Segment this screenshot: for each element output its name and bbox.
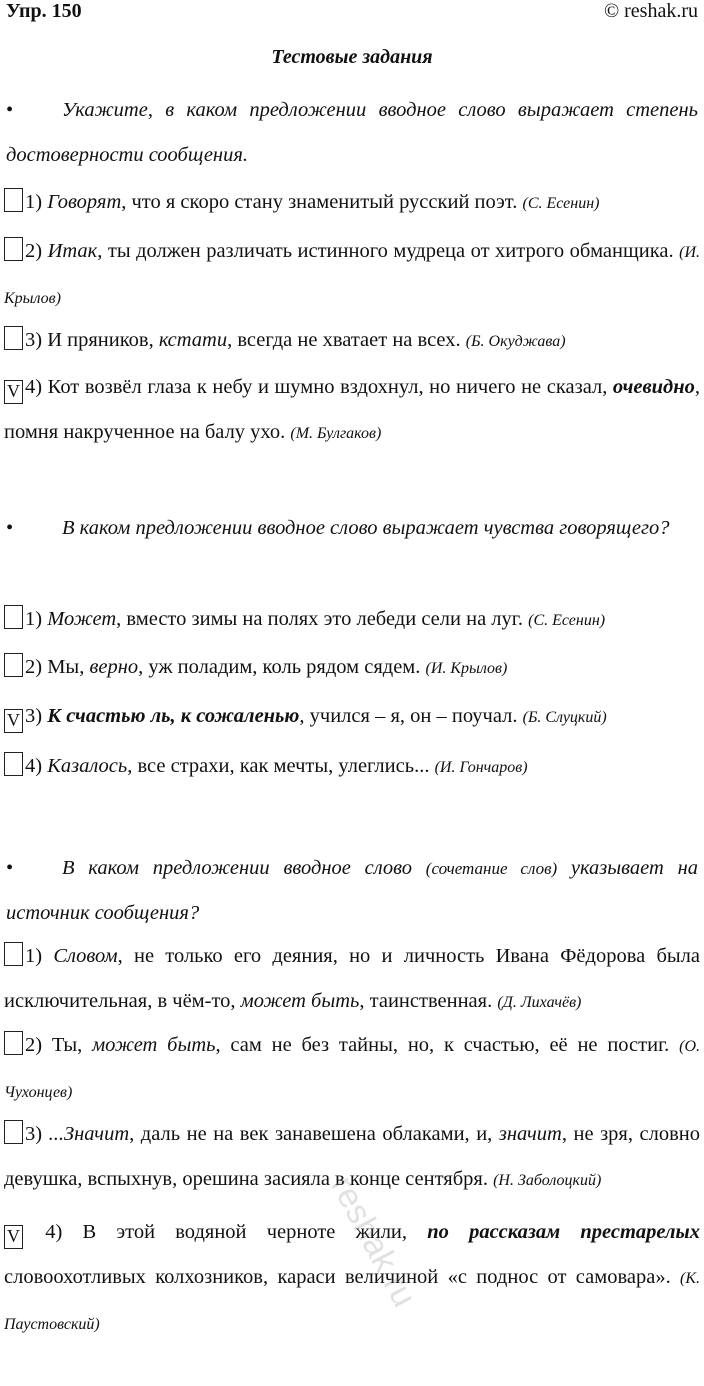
source-author: (С. Есенин) [522,195,600,212]
source-author: (И. Крылов) [425,660,508,677]
q3-option-1: 1) Словом, не только его деяния, но и личность Ивана Фёдорова была исключительная, в чём-то, может быть, таинственная. (Д. Лихачёв) [4,934,700,1025]
bullet: • [6,857,14,879]
source-author: (С. Есенин) [528,612,606,629]
source-author: (И. Крылов) [4,244,700,307]
answer-checkbox[interactable] [4,942,23,966]
bullet: • [6,99,14,121]
answer-checkbox[interactable] [4,1031,23,1055]
answer-checkbox[interactable] [4,653,23,677]
answer-checkbox[interactable] [4,1120,23,1144]
q1-option-3: 3) И пряников, кстати, всегда не хватает на всех. (Б. Окуджава) [4,318,700,364]
q2-option-3: V 3) К счастью ль, к сожаленью, учился – я, он – поучал. (Б. Слуцкий) [4,694,700,740]
site-credit: © reshak.ru [603,0,698,22]
answer-checkbox-checked[interactable]: V [4,1225,23,1249]
q1-option-4: V 4) Кот возвёл глаза к небу и шумно вздохнул, но ничего не сказал, очевидно, помня накрученное на балу ухо. (М. Булгаков) [4,376,700,443]
question-text: В каком предложении вводное слово выражает чувства говорящего? [62,517,670,539]
q1-option-2: 2) Итак, ты должен различать истинного мудреца от хитрого обманщика. (И. Крылов) [4,229,700,321]
page-title: Тестовые задания [271,46,433,68]
answer-checkbox[interactable] [4,237,23,261]
source-author: (И. Гончаров) [434,759,528,776]
question-text: Укажите, в каком предложении вводное слово выражает степень достоверности сообщения. [6,99,698,166]
question-1 [6,88,698,178]
q2-option-2: 2) Мы, верно, уж поладим, коль рядом сядем. (И. Крылов) [4,645,700,691]
question-2 [6,506,698,551]
page-header [6,0,698,28]
source-author: (Б. Окуджава) [465,333,566,350]
q1-option-1: 1) Говорят, что я скоро стану знаменитый русский поэт. (С. Есенин) [4,180,700,226]
q2-option-4: 4) Казалось, все страхи, как мечты, улеглись... (И. Гончаров) [4,744,700,790]
exercise-number: Упр. 150 [6,0,82,22]
q3-option-4: V 4) В этой водяной черноте жили, по рассказам престарелых словоохотливых колхозников, караси величиной «с поднос от самовара». (К. Паустовский) [4,1221,701,1333]
answer-checkbox[interactable] [4,605,23,629]
answer-checkbox[interactable] [4,326,23,350]
answer-checkbox[interactable] [4,752,23,776]
answer-checkbox-checked[interactable]: V [4,709,23,733]
answer-checkbox-checked[interactable]: V [4,380,23,404]
watermark-logo: reshak.ru [323,1170,424,1314]
source-author: (К. Паустовский) [4,1270,700,1333]
answer-checkbox[interactable] [4,188,23,212]
q3-option-3: 3) ...Значит, даль не на век занавешена облаками, и, значит, не зря, словно девушка, вспыхнув, орешина засияла в конце сентября. (Н. Заболоцкий) [4,1112,700,1203]
q3-option-2: 2) Ты, может быть, сам не без тайны, но, к счастью, её не постиг. (О. Чухонцев) [4,1023,700,1115]
source-author: (Б. Слуцкий) [522,709,607,726]
source-author: (Н. Заболоцкий) [493,1172,602,1189]
source-author: (Д. Лихачёв) [497,994,582,1011]
bullet: • [6,517,14,539]
source-author: (М. Булгаков) [290,425,382,442]
source-author: (О. Чухонцев) [4,1038,700,1101]
q2-option-1: 1) Может, вместо зимы на полях это лебеди сели на луг. (С. Есенин) [4,597,700,643]
question-3: • В каком предложении вводное слово (сочетание слов) указывает на источник сообщения? [6,846,698,936]
